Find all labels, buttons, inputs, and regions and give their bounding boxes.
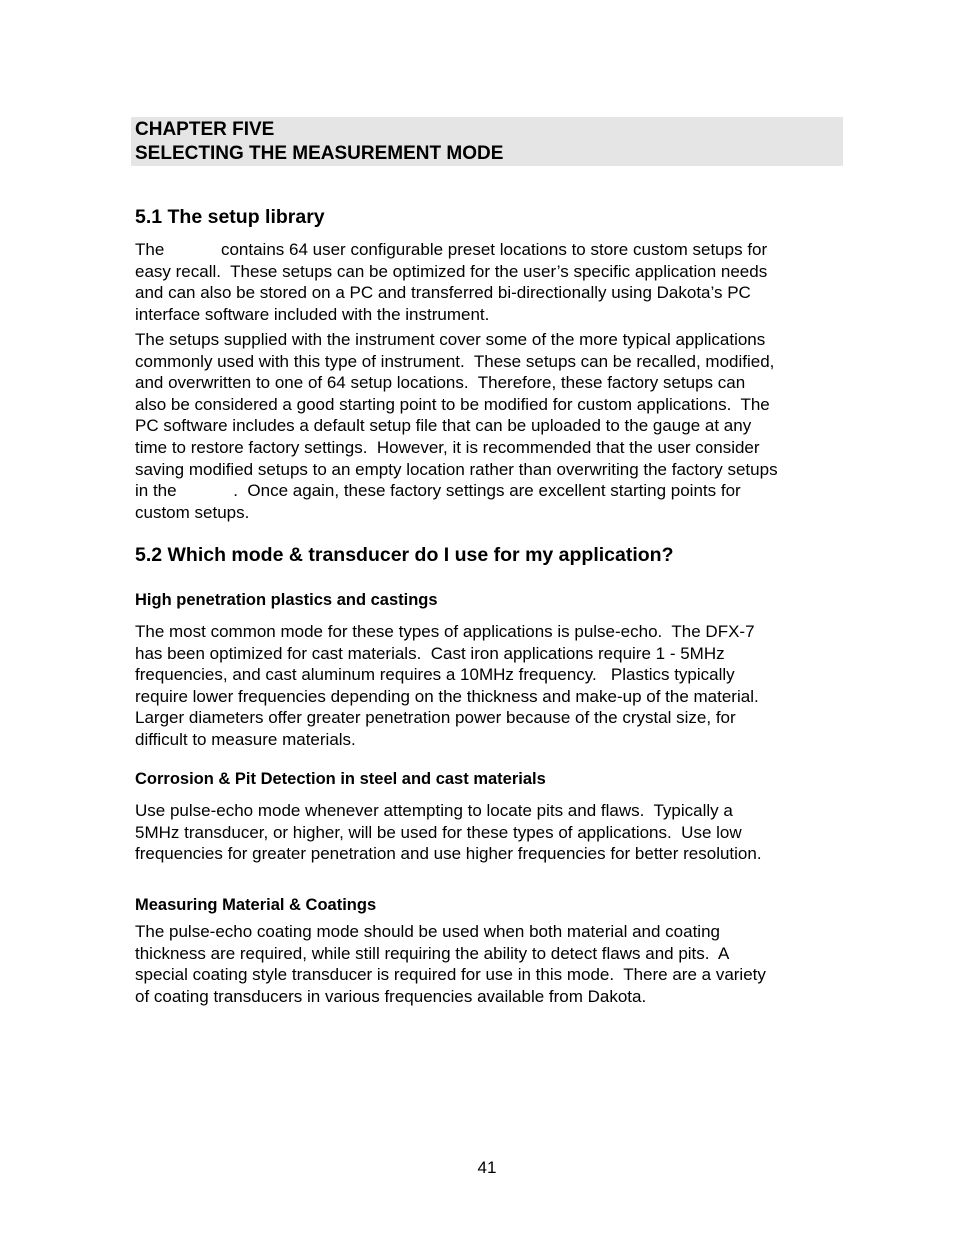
text-line: The most common mode for these types of applications is pulse-echo. The DFX-7 [135, 622, 755, 641]
subheading-high-penetration: High penetration plastics and castings [135, 591, 438, 609]
text-line: frequencies, and cast aluminum requires a 10MHz frequency. Plastics typically [135, 665, 735, 685]
corrosion-paragraph [135, 800, 855, 865]
text-line: Larger diameters offer greater penetration power because of the crystal size, for [135, 708, 736, 728]
text-line: special coating style transducer is required for use in this mode. There are a variety [135, 965, 766, 985]
text-line: easy recall. These setups can be optimized for the user’s specific application needs [135, 261, 768, 281]
text-line: custom setups. [135, 502, 250, 522]
text-line: in the . Once again, these factory settings are excellent starting points for [135, 481, 741, 501]
chapter-title: SELECTING THE MEASUREMENT MODE [135, 143, 504, 164]
section-5-1-paragraph-2 [135, 329, 855, 523]
text-line: The setups supplied with the instrument cover some of the more typical applications [135, 330, 766, 349]
subheading-corrosion: Corrosion & Pit Detection in steel and cast materials [135, 770, 546, 788]
text-line: and overwritten to one of 64 setup locations. Therefore, these factory setups can [135, 373, 746, 393]
text-line: saving modified setups to an empty location rather than overwriting the factory setups [135, 459, 778, 479]
text-line: 5MHz transducer, or higher, will be used for these types of applications. Use low [135, 822, 742, 842]
text-line: also be considered a good starting point to be modified for custom applications. The [135, 394, 770, 414]
section-heading-5-1: 5.1 The setup library [135, 206, 325, 228]
text-line: time to restore factory settings. However, it is recommended that the user consider [135, 437, 760, 457]
section-5-1-paragraph-1 [135, 239, 855, 325]
text-line: thickness are required, while still requiring the ability to detect flaws and pits. A [135, 943, 730, 963]
text-line: The contains 64 user configurable preset locations to store custom setups for [135, 240, 768, 259]
text-line: The pulse-echo coating mode should be used when both material and coating [135, 922, 720, 941]
text-line: of coating transducers in various frequencies available from Dakota. [135, 986, 647, 1006]
subheading-coatings: Measuring Material & Coatings [135, 896, 377, 914]
text-line: commonly used with this type of instrument. These setups can be recalled, modified, [135, 351, 775, 371]
text-line: interface software included with the instrument. [135, 304, 490, 324]
chapter-number: CHAPTER FIVE [135, 119, 275, 140]
coatings-paragraph [135, 921, 855, 1007]
text-line: frequencies for greater penetration and use higher frequencies for better resolution. [135, 844, 762, 864]
text-line: has been optimized for cast materials. Cast iron applications require 1 - 5MHz [135, 643, 725, 663]
page-number: 41 [477, 1158, 497, 1177]
text-line: and can also be stored on a PC and transferred bi-directionally using Dakota’s PC [135, 283, 751, 303]
text-line: require lower frequencies depending on the thickness and make-up of the material. [135, 686, 759, 706]
section-heading-5-2: 5.2 Which mode & transducer do I use for my application? [135, 544, 674, 566]
high-penetration-paragraph [135, 621, 855, 751]
text-line: difficult to measure materials. [135, 729, 356, 749]
text-line: PC software includes a default setup file that can be uploaded to the gauge at any [135, 416, 752, 436]
text-line: Use pulse-echo mode whenever attempting to locate pits and flaws. Typically a [135, 801, 733, 820]
chapter-banner [131, 117, 843, 166]
